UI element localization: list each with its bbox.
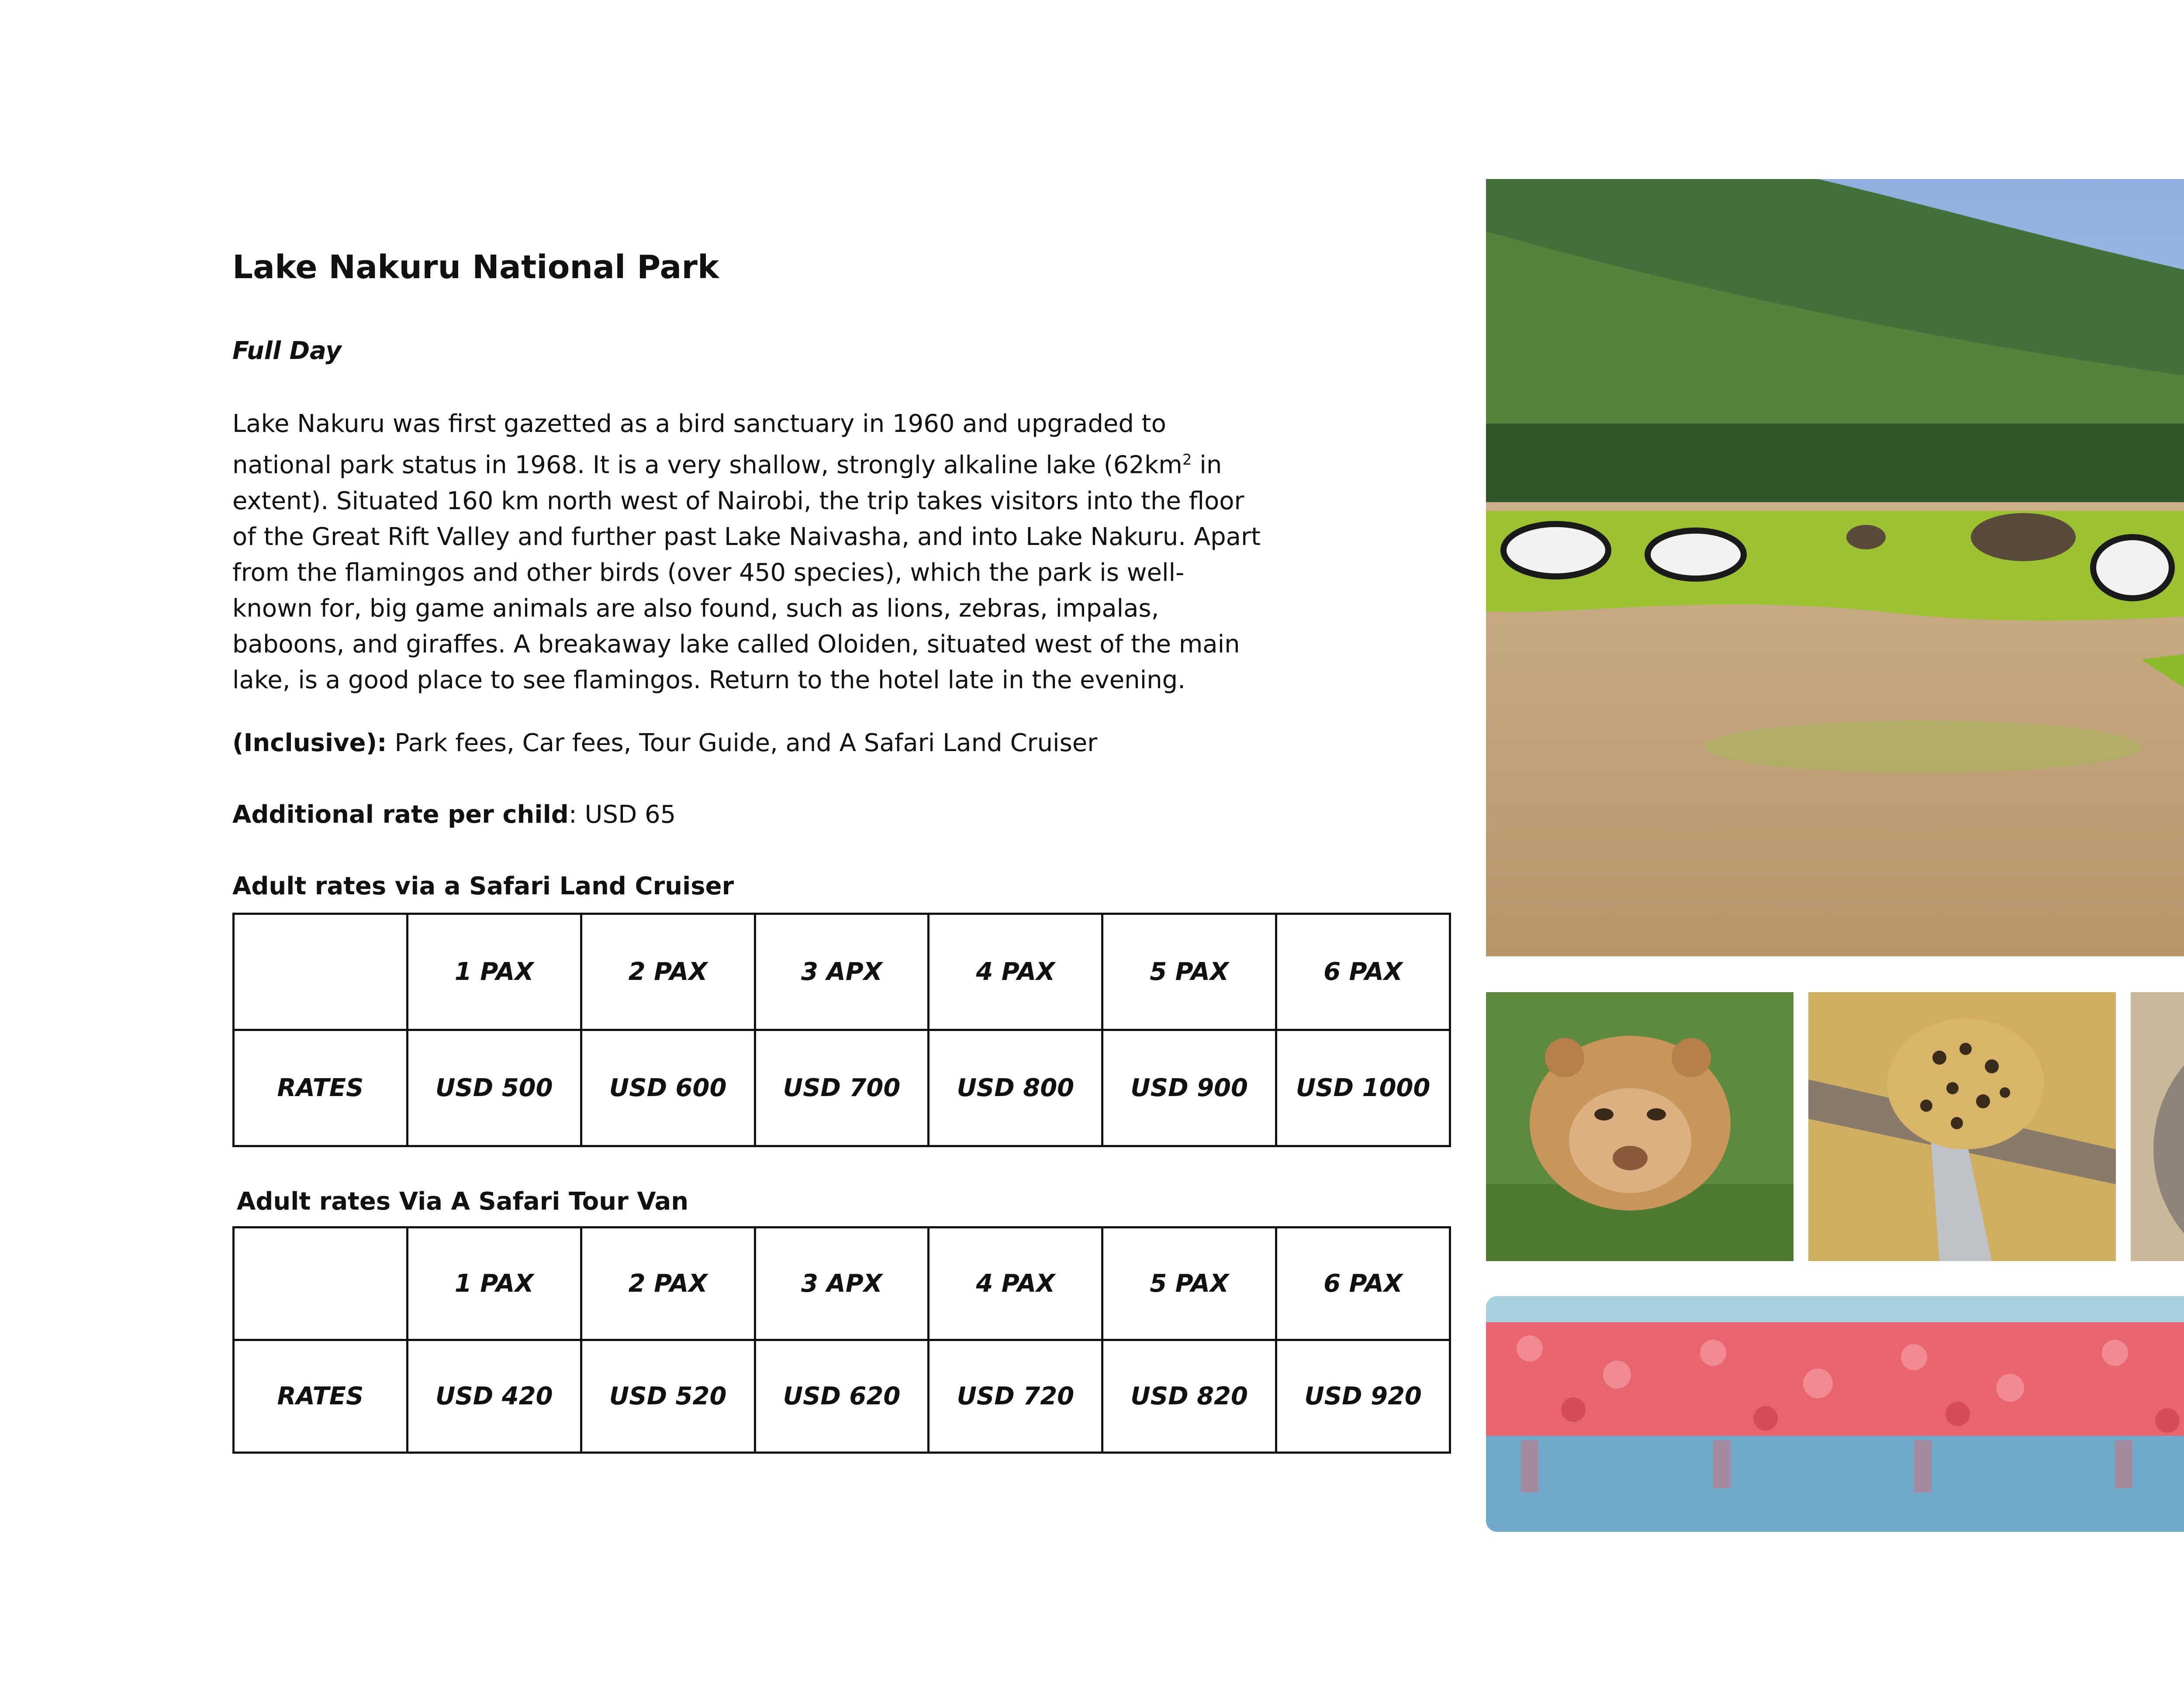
child-rate-label: Additional rate per child — [232, 800, 569, 829]
rate-cell: USD 720 — [929, 1340, 1102, 1453]
child-rate-text: : USD 65 — [568, 800, 676, 829]
lioness-photo — [1486, 992, 1794, 1261]
header-cell: 5 PAX — [1102, 1228, 1276, 1340]
row-label-cell: RATES — [234, 1340, 408, 1453]
inclusive-text: Park fees, Car fees, Tour Guide, and A Safari Land Cruiser — [387, 729, 1098, 757]
leopard-photo — [1808, 992, 2116, 1261]
header-cell: 4 PAX — [929, 914, 1102, 1030]
table-row — [234, 1340, 1450, 1453]
tour-van-table-caption: Adult rates Via A Safari Tour Van — [237, 1187, 689, 1216]
header-cell: 6 PAX — [1276, 914, 1450, 1030]
header-cell: 1 PAX — [407, 1228, 581, 1340]
header-cell: 6 PAX — [1276, 1228, 1450, 1340]
table-header-row — [234, 914, 1450, 1030]
savanna-zebras-photo — [1486, 179, 2184, 956]
page-title: Lake Nakuru National Park — [232, 248, 719, 286]
row-label-cell: RATES — [234, 1030, 408, 1146]
rate-cell: USD 420 — [407, 1340, 581, 1453]
table-row — [234, 1030, 1450, 1146]
land-cruiser-table-caption: Adult rates via a Safari Land Cruiser — [232, 872, 734, 900]
rate-cell: USD 600 — [581, 1030, 755, 1146]
header-cell: 2 PAX — [581, 914, 755, 1030]
table-header-row — [234, 1228, 1450, 1340]
rate-cell: USD 700 — [755, 1030, 929, 1146]
squared-superscript: 2 — [1182, 451, 1192, 469]
tour-van-rates-table — [232, 1226, 1451, 1454]
inclusive-line — [232, 728, 1097, 758]
header-cell — [234, 914, 408, 1030]
rate-cell: USD 920 — [1276, 1340, 1450, 1453]
rhino-photo — [2131, 992, 2184, 1261]
description-paragraph — [232, 406, 1263, 698]
rate-cell: USD 520 — [581, 1340, 755, 1453]
rate-cell: USD 1000 — [1276, 1030, 1450, 1146]
land-cruiser-rates-table — [232, 913, 1451, 1147]
rate-cell: USD 820 — [1102, 1340, 1276, 1453]
rate-cell: USD 500 — [407, 1030, 581, 1146]
header-cell: 4 PAX — [929, 1228, 1102, 1340]
inclusive-label: (Inclusive): — [232, 729, 387, 757]
header-cell: 1 PAX — [407, 914, 581, 1030]
header-cell: 2 PAX — [581, 1228, 755, 1340]
flamingos-photo — [1486, 1296, 2184, 1532]
header-cell: 5 PAX — [1102, 914, 1276, 1030]
header-cell: 3 APX — [755, 1228, 929, 1340]
description-part-2: in extent). Situated 160 km north west of Nairobi, the trip takes visitors into the floor of the Great Rift Valley and further past Lake Naivasha, and into Lake Nakuru. Apart from the flamingos and other birds (over 450 species), which the park is well-known for, big game animals are also found, such as lions, zebras, impalas, baboons, and giraffes. A breakaway lake called Oloiden, situated west of the main lake, is a good place to see flamingos. Return to the hotel late in the evening. — [232, 451, 1261, 694]
rate-cell: USD 900 — [1102, 1030, 1276, 1146]
header-cell — [234, 1228, 408, 1340]
rate-cell: USD 620 — [755, 1340, 929, 1453]
duration-subtitle: Full Day — [232, 337, 342, 365]
description-part-1: Lake Nakuru was first gazetted as a bird sanctuary in 1960 and upgraded to national park status in 1968. It is a very shallow, strongly alkaline lake (62km — [232, 410, 1182, 479]
header-cell: 3 APX — [755, 914, 929, 1030]
child-rate-line — [232, 800, 676, 829]
rate-cell: USD 800 — [929, 1030, 1102, 1146]
